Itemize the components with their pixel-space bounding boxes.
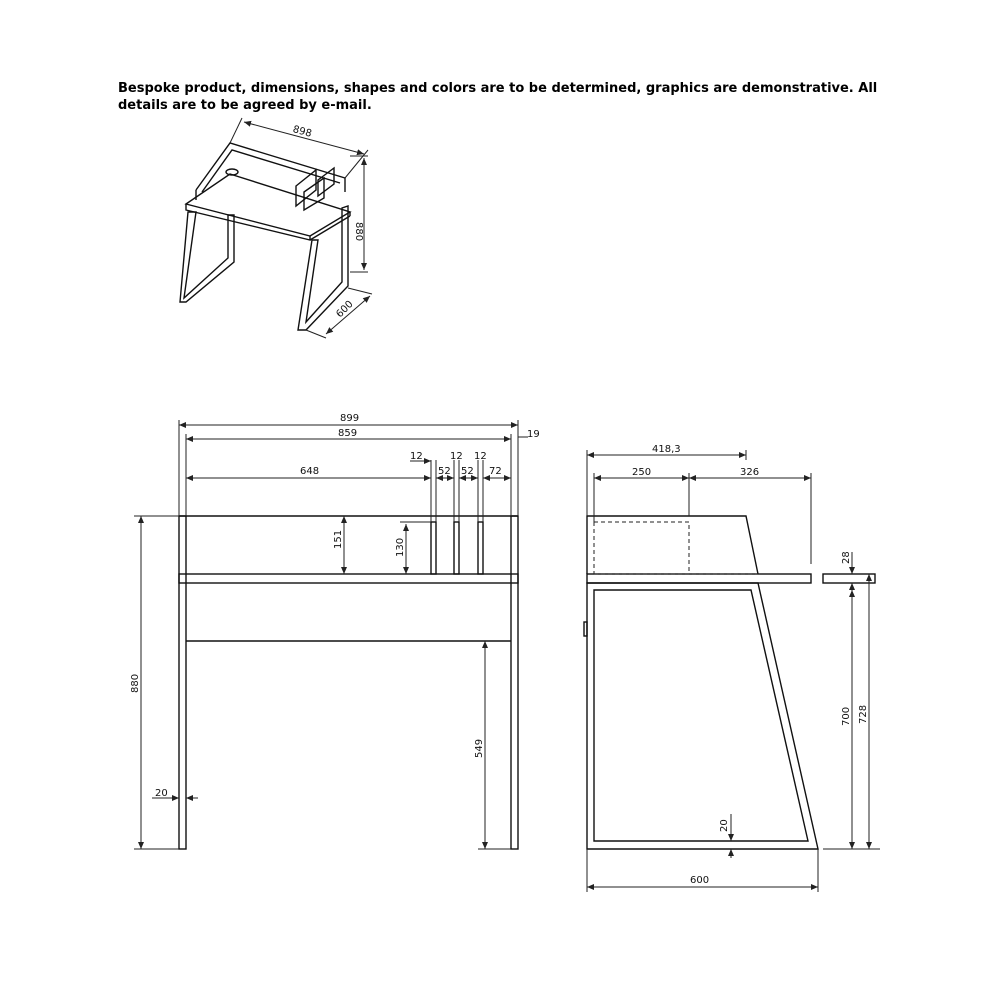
front-inner-width-label: 859 — [338, 428, 358, 439]
divider-thickness-1-label: 12 — [410, 451, 423, 462]
iso-height-label: 880 — [353, 222, 364, 242]
front-side-offset-label: 19 — [527, 429, 540, 440]
front-total-width-label: 899 — [340, 413, 360, 424]
side-view — [584, 444, 880, 892]
base-depth-label: 600 — [690, 875, 710, 886]
iso-depth-label: 600 — [334, 298, 356, 321]
shelf-depth-label: 250 — [632, 467, 652, 478]
iso-width-label: 898 — [291, 124, 313, 140]
divider-height-label: 130 — [395, 537, 406, 557]
gap-1-label: 52 — [438, 466, 451, 477]
frame-height-label: 728 — [858, 704, 869, 724]
gap-2-label: 52 — [461, 466, 474, 477]
leg-width-label: 20 — [155, 788, 168, 799]
divider-thickness-2-label: 12 — [450, 451, 463, 462]
upper-height-label: 151 — [333, 529, 344, 549]
disclaimer-note: Bespoke product, dimensions, shapes and colors are to be determined, graphics are demonstrative. All details are to be agreed by e-mail. — [118, 81, 878, 113]
top-thickness-label: 28 — [841, 551, 852, 564]
right-span-label: 72 — [489, 466, 502, 477]
front-view — [130, 413, 540, 849]
divider-thickness-3-label: 12 — [474, 451, 487, 462]
inner-height-label: 700 — [841, 706, 852, 726]
bottom-bar-label: 20 — [719, 819, 730, 832]
side-total-top-label: 418,3 — [652, 444, 681, 455]
front-total-height-label: 880 — [130, 673, 141, 693]
leg-height-label: 549 — [474, 738, 485, 758]
isometric-view — [180, 118, 372, 338]
rear-depth-label: 326 — [740, 467, 760, 478]
front-left-span-label: 648 — [300, 466, 320, 477]
